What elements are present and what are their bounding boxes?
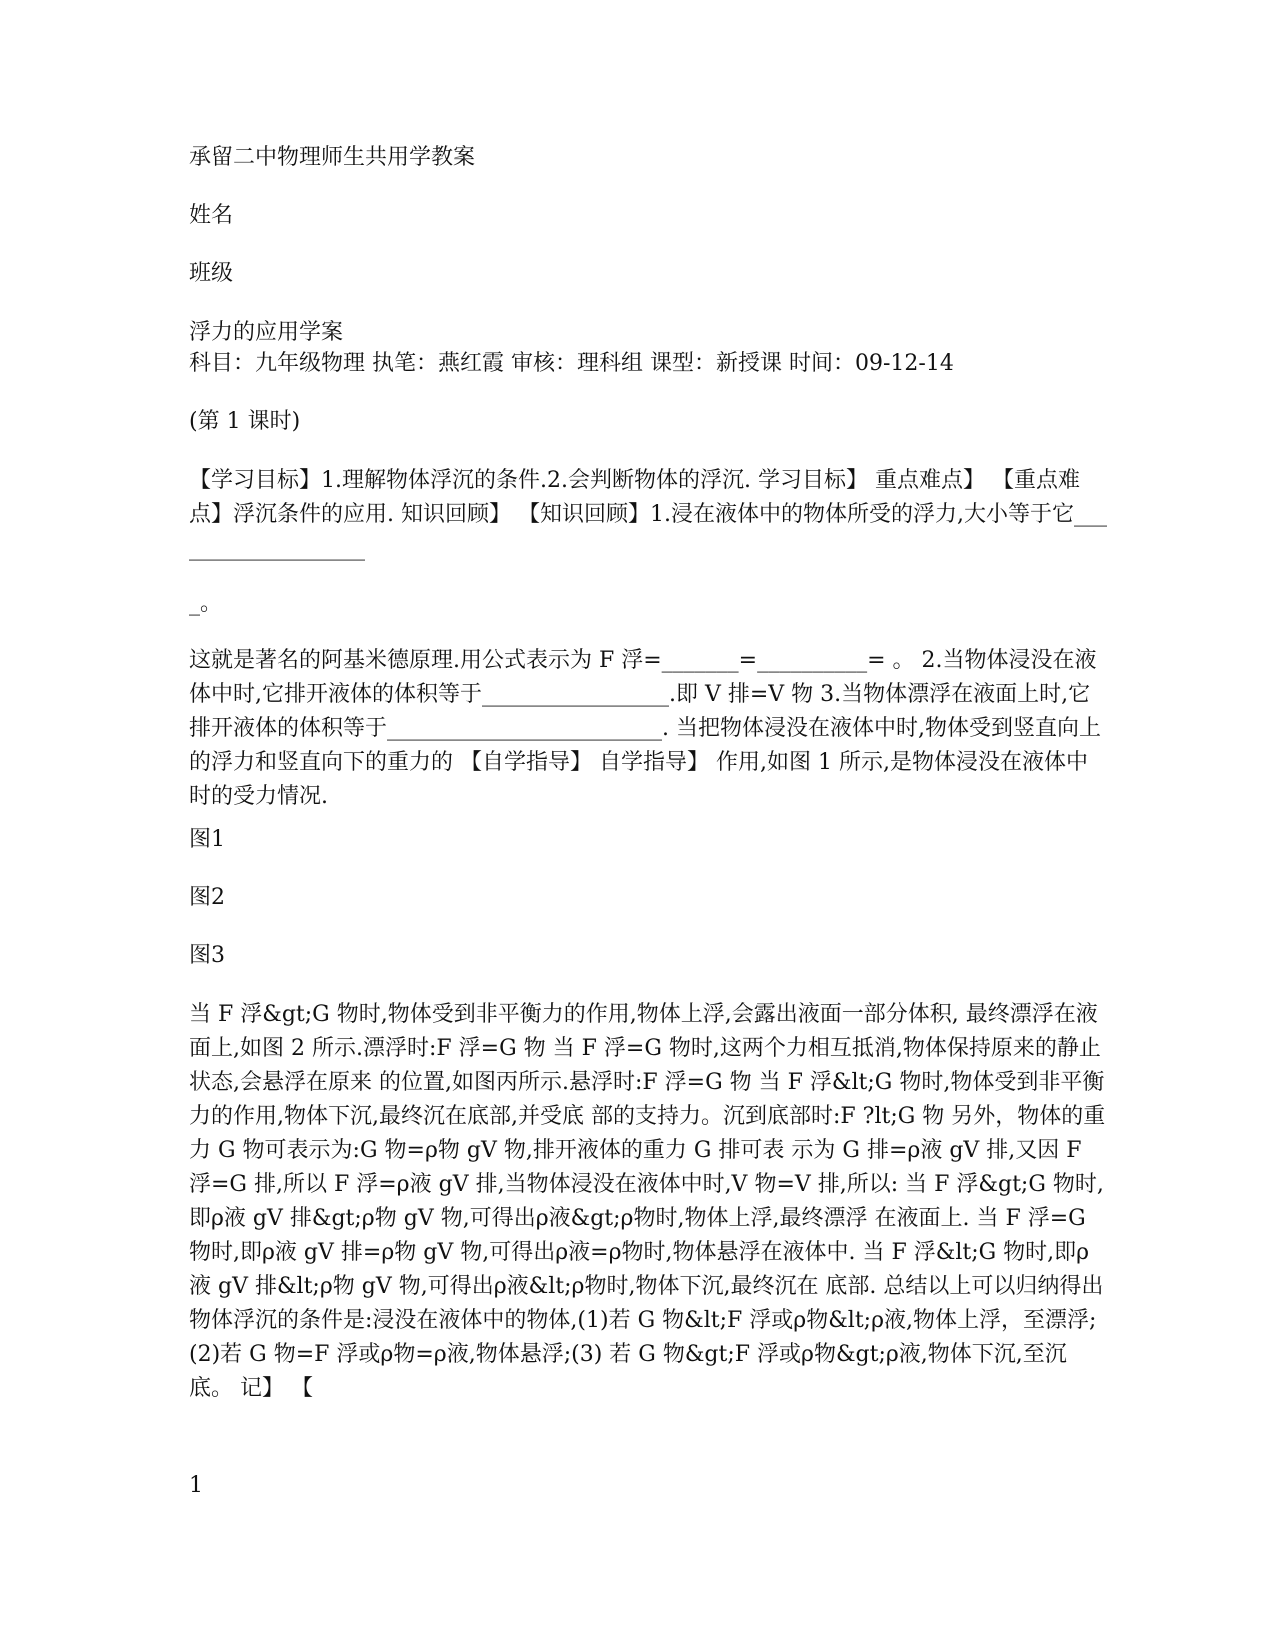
fragment-line: _。 — [189, 591, 223, 616]
page-number: 1 — [189, 1473, 203, 1498]
figure-1-label: 图1 — [189, 827, 225, 852]
conditions-paragraph: 当 F 浮&gt;G 物时,物体受到非平衡力的作用,物体上浮,会露出液面一部分体积, 最终漂浮在液面上,如图 2 所示.漂浮时:F 浮=G 物 当 F 浮=G 物时,这两个力相互抵消,物体保持原来的静止状态,会悬浮在原来 的位置,如图丙所示.悬浮时:F 浮=G 物 当 F 浮&lt;G 物时,物体受到非平衡力的作用,物体下沉,最终沉在底部,并受底 部的支持力。沉到底部时:F ?lt;G 物 另外，物体的重力 G 物可表示为:G 物=ρ物 gV 物,排开液体的重力 G 排可表 示为 G 排=ρ液 gV 排,又因 F 浮=G 排,所以 F 浮=ρ液 gV 排,当物体浸没在液体中时,V 物=V 排,所以: 当 F 浮&gt;G 物时,即ρ液 gV 排&gt;ρ物 gV 物,可得出ρ液&gt;ρ物时,物体上浮,最终漂浮 在液面上. 当 F 浮=G 物时,即ρ液 gV 排=ρ物 gV 物,可得出ρ液=ρ物时,物体悬浮在液体中. 当 F 浮&lt;G 物时,即ρ液 gV 排&lt;ρ物 gV 物,可得出ρ液&lt;ρ物时,物体下沉,最终沉在 底部. 总结以上可以归纳得出物体浮沉的条件是:浸没在液体中的物体,(1)若 G 物&lt;F 浮或ρ物&lt;ρ液,物体上浮，至漂浮;(2)若 G 物=F 浮或ρ物=ρ液,物体悬浮;(3) 若 G 物&gt;F 浮或ρ物&gt;ρ液,物体下沉,至沉底。 记】 【 — [189, 1002, 1106, 1401]
meta-line: 科目：九年级物理 执笔：燕红霞 审核：理科组 课型：新授课 时间：09-12-14 — [189, 351, 954, 376]
objectives-paragraph: 【学习目标】1.理解物体浮沉的条件.2.会判断物体的浮沉. 学习目标】 重点难点】 【重点难点】浮沉条件的应用. 知识回顾】 【知识回顾】1.浸在液体中的物体所受的浮力,大小等于它___________________ — [189, 468, 1107, 561]
class-label: 班级 — [189, 261, 234, 286]
lesson-title: 浮力的应用学案 — [189, 320, 344, 345]
archimedes-paragraph: 这就是著名的阿基米德原理.用公式表示为 F 浮=_______=__________= 。 2.当物体浸没在液体中时,它排开液体的体积等于_________________.即 V 排=V 物 3.当物体漂浮在液面上时,它排开液体的体积等于_________________________. 当把物体浸没在液体中时,物体受到竖直向上的浮力和竖直向下的重力的 【自学指导】 自学指导】 作用,如图 1 所示,是物体浸没在液体中时的受力情况. — [189, 648, 1101, 809]
name-label: 姓名 — [189, 203, 234, 228]
figure-3-label: 图3 — [189, 943, 225, 968]
figure-2-label: 图2 — [189, 885, 225, 910]
school-title: 承留二中物理师生共用学教案 — [189, 145, 476, 170]
period-label: (第 1 课时) — [189, 409, 301, 434]
